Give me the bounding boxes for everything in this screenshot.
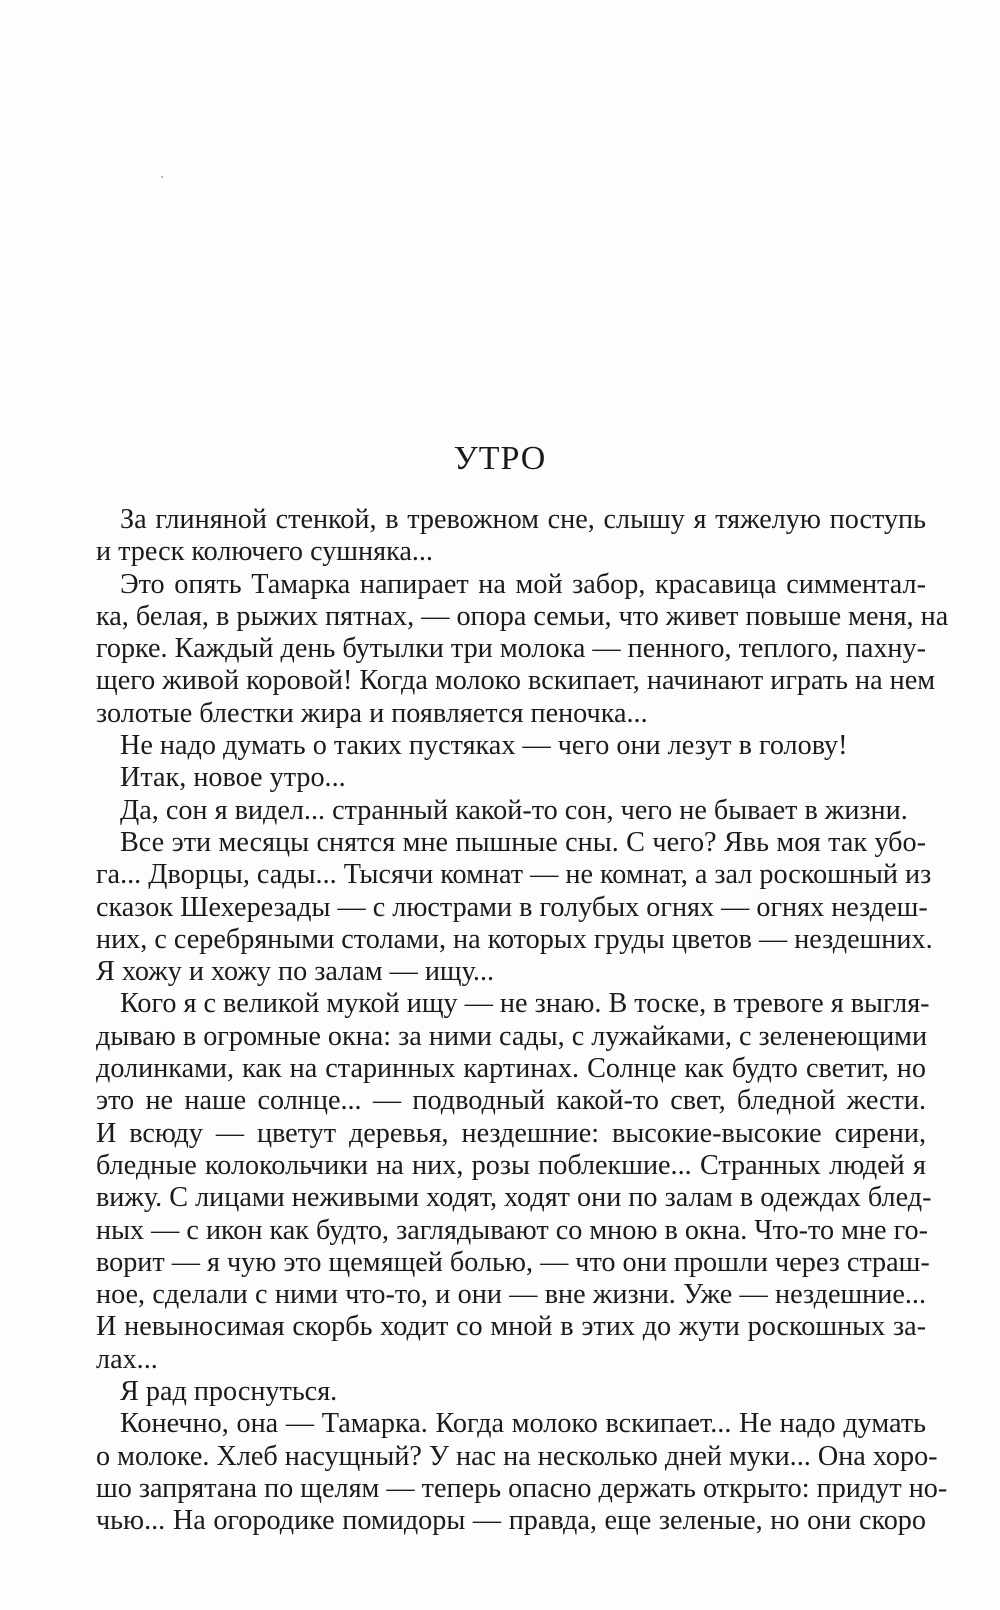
text-line: долинками, как на старинных картинах. Солнце как будто светит, но bbox=[96, 1053, 926, 1085]
text-line: ка, белая, в рыжих пятнах, — опора семьи, что живет повыше меня, на bbox=[96, 600, 949, 632]
text-line: это не наше солнце... — подводный какой-то свет, бледной жести. bbox=[96, 1085, 926, 1117]
text-line: Я рад проснуться. bbox=[120, 1376, 338, 1408]
text-line: них, с серебряными столами, на которых груды цветов — нездешних. bbox=[96, 923, 933, 955]
text-line: вижу. С лицами неживыми ходят, ходят они по залам в одеждах блед- bbox=[96, 1182, 932, 1214]
text-line: Итак, новое утро... bbox=[120, 762, 346, 794]
text-line: ворит — я чую это щемящей болью, — что они прошли через страш- bbox=[96, 1246, 930, 1278]
chapter-title: УТРО bbox=[453, 440, 547, 477]
text-line: И всюду — цветут деревья, нездешние: высокие-высокие сирени, bbox=[96, 1117, 926, 1149]
text-line: бледные колокольчики на них, розы поблекшие... Странных людей я bbox=[96, 1149, 926, 1181]
text-line: За глиняной стенкой, в тревожном сне, слышу я тяжелую поступь bbox=[120, 504, 926, 535]
text-line: Конечно, она — Тамарка. Когда молоко вскипает... Не надо думать bbox=[120, 1408, 926, 1440]
text-line: Это опять Тамарка напирает на мой забор, красавица симментал- bbox=[120, 568, 926, 600]
text-line: и треск колючего сушняка... bbox=[96, 536, 433, 568]
text-line: сказок Шехерезады — с люстрами в голубых огнях — огнях нездеш- bbox=[96, 891, 928, 923]
text-line: дываю в огромные окна: за ними сады, с лужайками, с зеленеющими bbox=[96, 1020, 928, 1052]
text-line: шо запрятана по щелям — теперь опасно держать открыто: придут но- bbox=[96, 1472, 948, 1504]
text-line: га... Дворцы, сады... Тысячи комнат — не комнат, а зал роскошный из bbox=[96, 859, 932, 891]
text-line: И невыносимая скорбь ходит со мной в этих до жути роскошных за- bbox=[96, 1311, 926, 1343]
text-line: Не надо думать о таких пустяках — чего они лезут в голову! bbox=[120, 730, 848, 762]
text-line: Да, сон я видел... странный какой-то сон, чего не бывает в жизни. bbox=[120, 794, 908, 826]
text-line: чью... На огородике помидоры — правда, еще зеленые, но они скоро bbox=[96, 1505, 926, 1537]
text-line: щего живой коровой! Когда молоко вскипает, начинают играть на нем bbox=[96, 665, 936, 697]
text-line: золотые блестки жира и появляется пеночка... bbox=[96, 697, 648, 729]
text-line: Я хожу и хожу по залам — ищу... bbox=[96, 956, 495, 988]
text-line: ных — с икон как будто, заглядывают со мною в окна. Что-то мне го- bbox=[96, 1214, 928, 1246]
text-line: Кого я с великой мукой ищу — не знаю. В тоске, в тревоге я выгля- bbox=[120, 988, 930, 1020]
text-line: о молоке. Хлеб насущный? У нас на несколько дней муки... Она хоро- bbox=[96, 1440, 938, 1472]
text-line: ное, сделали с ними что-то, и они — вне жизни. Уже — нездешние... bbox=[96, 1279, 926, 1311]
text-line: горке. Каждый день бутылки три молока — пенного, теплого, пахну- bbox=[96, 633, 926, 665]
text-line: лах... bbox=[96, 1343, 158, 1375]
body-text bbox=[96, 504, 949, 1538]
paper-speck bbox=[161, 176, 163, 178]
text-line: Все эти месяцы снятся мне пышные сны. С чего? Явь моя так убо- bbox=[120, 826, 926, 858]
